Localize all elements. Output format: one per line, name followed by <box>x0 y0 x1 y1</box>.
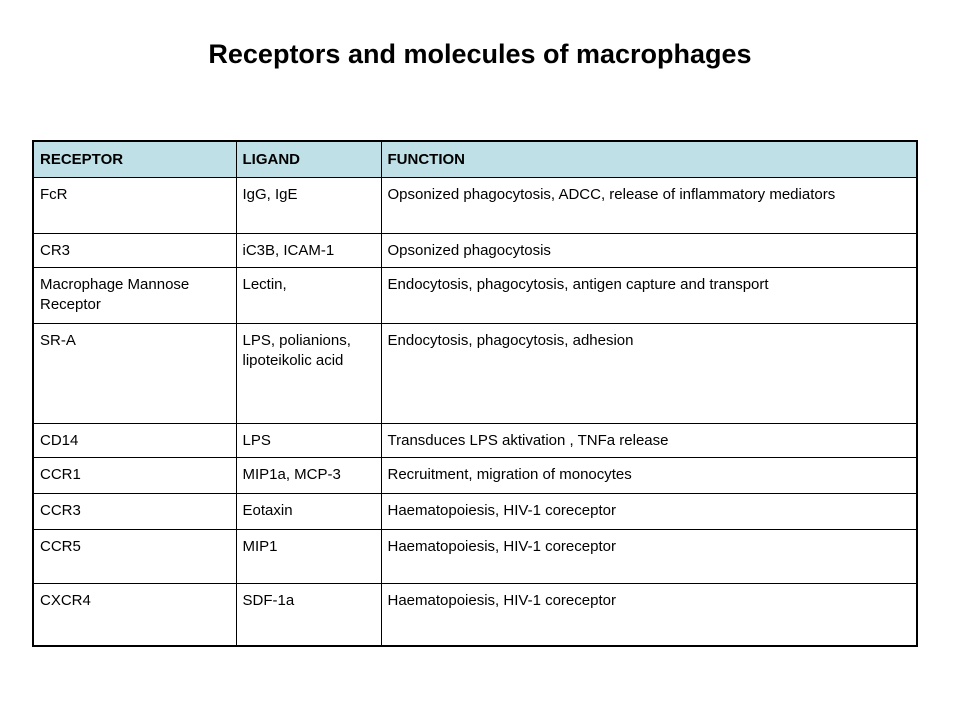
table-row <box>33 457 917 493</box>
function-cell: Haematopoiesis, HIV-1 coreceptor <box>381 493 917 529</box>
receptor-cell: Macrophage Mannose Receptor <box>33 267 236 323</box>
ligand-cell: LPS <box>236 423 381 457</box>
ligand-cell: MIP1a, MCP-3 <box>236 457 381 493</box>
column-header-ligand: LIGAND <box>236 141 381 177</box>
function-cell: Opsonized phagocytosis <box>381 233 917 267</box>
table-row <box>33 177 917 233</box>
column-header-receptor: RECEPTOR <box>33 141 236 177</box>
ligand-cell: Lectin, <box>236 267 381 323</box>
ligand-cell: LPS, polianions, lipoteikolic acid <box>236 323 381 423</box>
column-header-function: FUNCTION <box>381 141 917 177</box>
table-row <box>33 267 917 323</box>
function-cell: Endocytosis, phagocytosis, adhesion <box>381 323 917 423</box>
receptor-cell: CD14 <box>33 423 236 457</box>
table-row <box>33 323 917 423</box>
ligand-cell: Eotaxin <box>236 493 381 529</box>
receptor-cell: CR3 <box>33 233 236 267</box>
receptor-table <box>32 140 918 647</box>
function-cell: Haematopoiesis, HIV-1 coreceptor <box>381 529 917 583</box>
table-header-row <box>33 141 917 177</box>
receptor-cell: FcR <box>33 177 236 233</box>
table-row <box>33 529 917 583</box>
page-title: Receptors and molecules of macrophages <box>208 39 752 69</box>
ligand-cell: MIP1 <box>236 529 381 583</box>
ligand-cell: iC3B, ICAM-1 <box>236 233 381 267</box>
table-row <box>33 493 917 529</box>
table-row <box>33 423 917 457</box>
function-cell: Recruitment, migration of monocytes <box>381 457 917 493</box>
receptor-cell: CCR3 <box>33 493 236 529</box>
receptor-cell: CCR1 <box>33 457 236 493</box>
function-cell: Transduces LPS aktivation , TNFa release <box>381 423 917 457</box>
function-cell: Opsonized phagocytosis, ADCC, release of inflammatory mediators <box>381 177 917 233</box>
function-cell: Endocytosis, phagocytosis, antigen capture and transport <box>381 267 917 323</box>
function-cell: Haematopoiesis, HIV-1 coreceptor <box>381 583 917 646</box>
table-row <box>33 233 917 267</box>
receptor-cell: SR-A <box>33 323 236 423</box>
table-row <box>33 583 917 646</box>
ligand-cell: SDF-1a <box>236 583 381 646</box>
receptor-cell: CCR5 <box>33 529 236 583</box>
ligand-cell: IgG, IgE <box>236 177 381 233</box>
receptor-cell: CXCR4 <box>33 583 236 646</box>
